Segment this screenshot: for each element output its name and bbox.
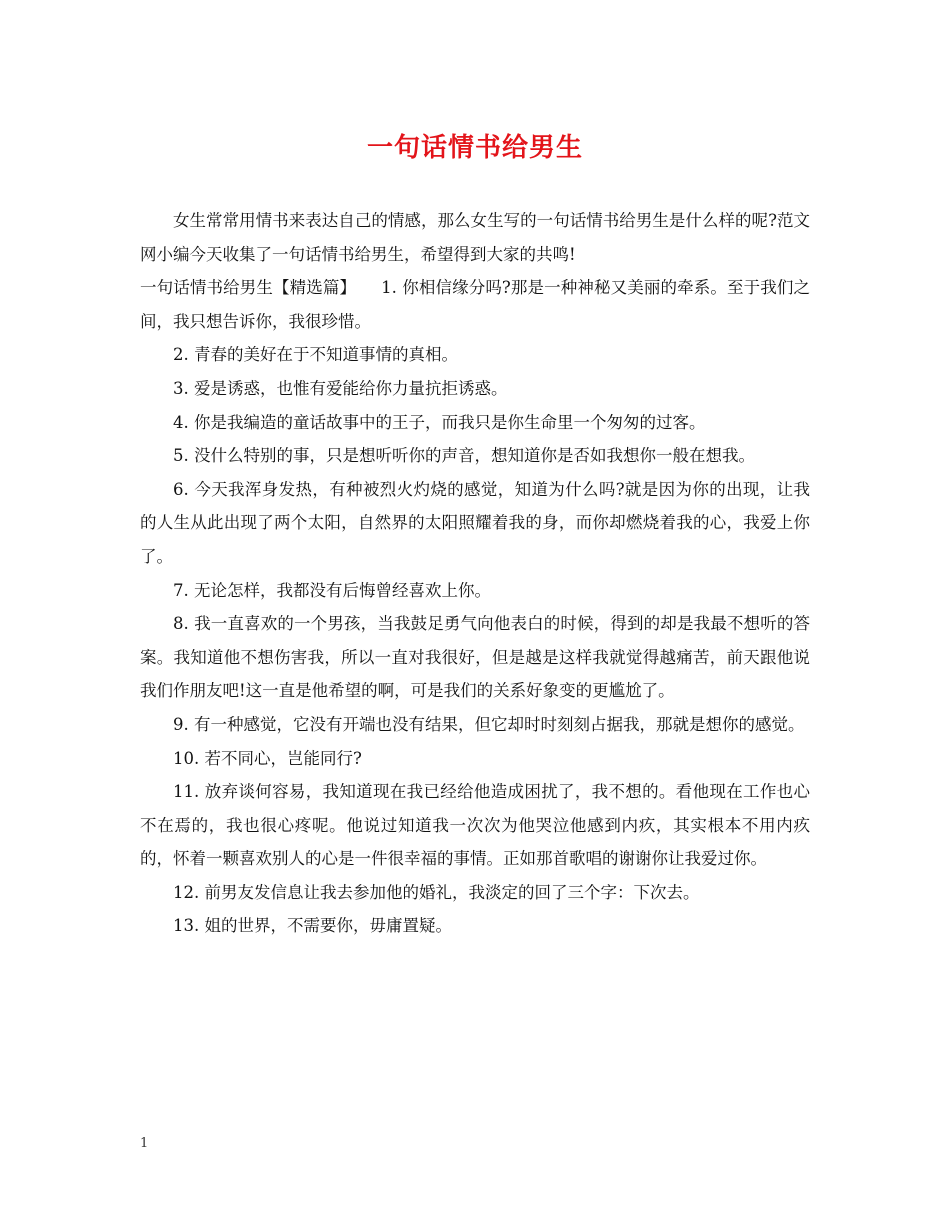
list-item: 3. 爱是诱惑，也惟有爱能给你力量抗拒诱惑。 bbox=[173, 378, 508, 398]
page-number: 1 bbox=[140, 1136, 149, 1151]
list-item: 8. 我一直喜欢的一个男孩，当我鼓足勇气向他表白的时候，得到的却是我最不想听的答案。我知道他不想伤害我，所以一直对我很好，但是越是这样我就觉得越痛苦，前天跟他说我们作朋友吧!这一直是他希望的啊，可是我们的关系好象变的更尴尬了。 bbox=[140, 614, 810, 701]
list-item: 7. 无论怎样，我都没有后悔曾经喜欢上你。 bbox=[173, 580, 491, 600]
list-item: 10. 若不同心，岂能同行? bbox=[173, 748, 362, 768]
list-item: 9. 有一种感觉，它没有开端也没有结果，但它却时时刻刻占据我，那就是想你的感觉。 bbox=[173, 714, 805, 734]
intro-paragraph: 女生常常用情书来表达自己的情感，那么女生写的一句话情书给男生是什么样的呢?范文网小编今天收集了一句话情书给男生，希望得到大家的共鸣! bbox=[140, 211, 810, 264]
document-body bbox=[140, 204, 810, 943]
list-item: 2. 青春的美好在于不知道事情的真相。 bbox=[173, 345, 458, 365]
page-title: 一句话情书给男生 bbox=[366, 133, 583, 163]
list-item: 12. 前男友发信息让我去参加他的婚礼，我淡定的回了三个字：下次去。 bbox=[173, 882, 700, 902]
list-item: 13. 姐的世界，不需要你，毋庸置疑。 bbox=[173, 916, 452, 936]
list-item: 6. 今天我浑身发热，有种被烈火灼烧的感觉，知道为什么吗?就是因为你的出现，让我的人生从此出现了两个太阳，自然界的太阳照耀着我的身，而你却燃烧着我的心，我爱上你了。 bbox=[140, 479, 810, 566]
list-item: 5. 没什么特别的事，只是想听听你的声音，想知道你是否如我想你一般在想我。 bbox=[173, 446, 755, 466]
list-item: 11. 放弃谈何容易，我知道现在我已经给他造成困扰了，我不想的。看他现在工作也心不在焉的，我也很心疼呢。他说过知道我一次次为他哭泣他感到内疚，其实根本不用内疚的，怀着一颗喜欢别人的心是一件很幸福的事情。正如那首歌唱的谢谢你让我爱过你。 bbox=[140, 782, 810, 869]
list-item: 4. 你是我编造的童话故事中的王子，而我只是你生命里一个匆匆的过客。 bbox=[173, 412, 706, 432]
section-heading-paragraph: 一句话情书给男生【精选篇】 1. 你相信缘分吗?那是一种神秘又美丽的牵系。至于我们之间，我只想告诉你，我很珍惜。 bbox=[140, 278, 810, 331]
